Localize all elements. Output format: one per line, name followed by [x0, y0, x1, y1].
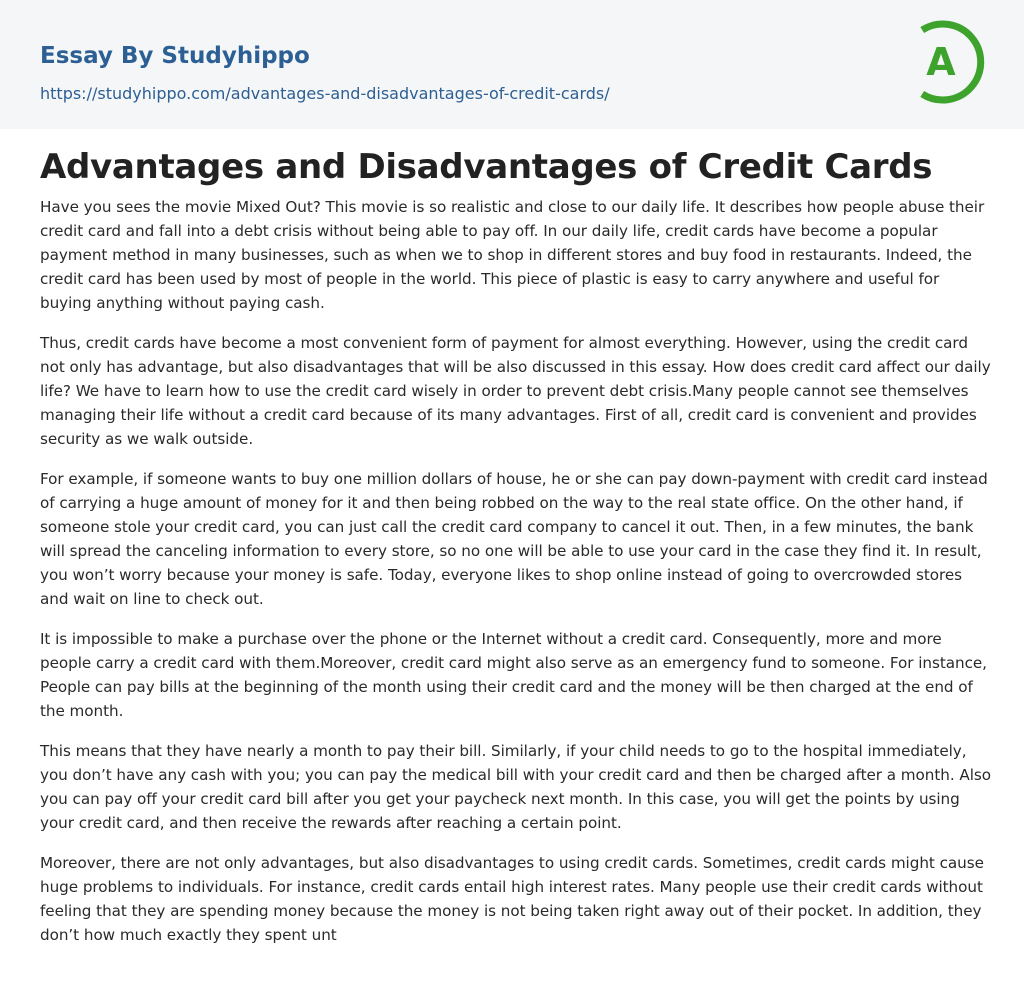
- essay-paragraph: Have you sees the movie Mixed Out? This movie is so realistic and close to our daily life. It describes how people abuse their credit card and fall into a debt crisis without being able to pay off. In our daily life, credit cards have become a popular payment method in many businesses, such as when we to shop in different stores and buy food in restaurants. Indeed, the credit card has been used by most of people in the world. This piece of plastic is easy to carry anywhere and useful for buying anything without paying cash.: [40, 198, 985, 312]
- essay-paragraph: This means that they have nearly a month to pay their bill. Similarly, if your child needs to go to the hospital immediately, you don’t have any cash with you; you can pay the medical bill with your credit card and then be charged after a month. Also you can pay off your credit card bill after you get your paycheck next month. In this case, you will get the points by using your credit card, and then receive the rewards after reaching a certain point.: [40, 742, 991, 832]
- essay-title: Advantages and Disadvantages of Credit Cards: [40, 147, 933, 187]
- essay-paragraph: For example, if someone wants to buy one million dollars of house, he or she can pay down-payment with credit card instead of carrying a huge amount of money for it and then being robbed on the way to the real state office. On the other hand, if someone stole your credit card, you can just call the credit card company to cancel it out. Then, in a few minutes, the bank will spread the canceling information to every store, so no one will be able to use your card in the case they find it. In result, you won’t worry because your money is safe. Today, everyone likes to shop online instead of going to overcrowded stores and wait on line to check out.: [40, 470, 988, 608]
- essay-paragraph: Thus, credit cards have become a most convenient form of payment for almost everything. However, using the credit card not only has advantage, but also disadvantages that will be also discussed in this essay. How does credit card affect our daily life? We have to learn how to use the credit card wisely in order to prevent debt crisis.Many people cannot see themselves managing their life without a credit card because of its many advantages. First of all, credit card is convenient and provides security as we walk outside.: [40, 334, 991, 448]
- logo-letter: A: [926, 40, 956, 84]
- essay-paragraph: Moreover, there are not only advantages, but also disadvantages to using credit cards. Sometimes, credit cards might cause huge problems to individuals. For instance, credit cards entail high interest rates. Many people use their credit cards without feeling that they are spending money because the money is not being taken right away out of their pocket. In addition, they don’t how much exactly they spent unt: [40, 854, 984, 944]
- logo-a-icon: [912, 18, 988, 106]
- site-header: [0, 0, 1024, 129]
- essay-body: [40, 195, 992, 963]
- brand-name[interactable]: Essay By Studyhippo: [40, 43, 310, 69]
- essay-url-link[interactable]: https://studyhippo.com/advantages-and-disadvantages-of-credit-cards/: [40, 84, 610, 103]
- essay-paragraph: It is impossible to make a purchase over the phone or the Internet without a credit card. Consequently, more and more people carry a credit card with them.Moreover, credit card might also serve as an emergency fund to someone. For instance, People can pay bills at the beginning of the month using their credit card and the money will be then charged at the end of the month.: [40, 630, 987, 720]
- studyhippo-logo[interactable]: [912, 18, 988, 106]
